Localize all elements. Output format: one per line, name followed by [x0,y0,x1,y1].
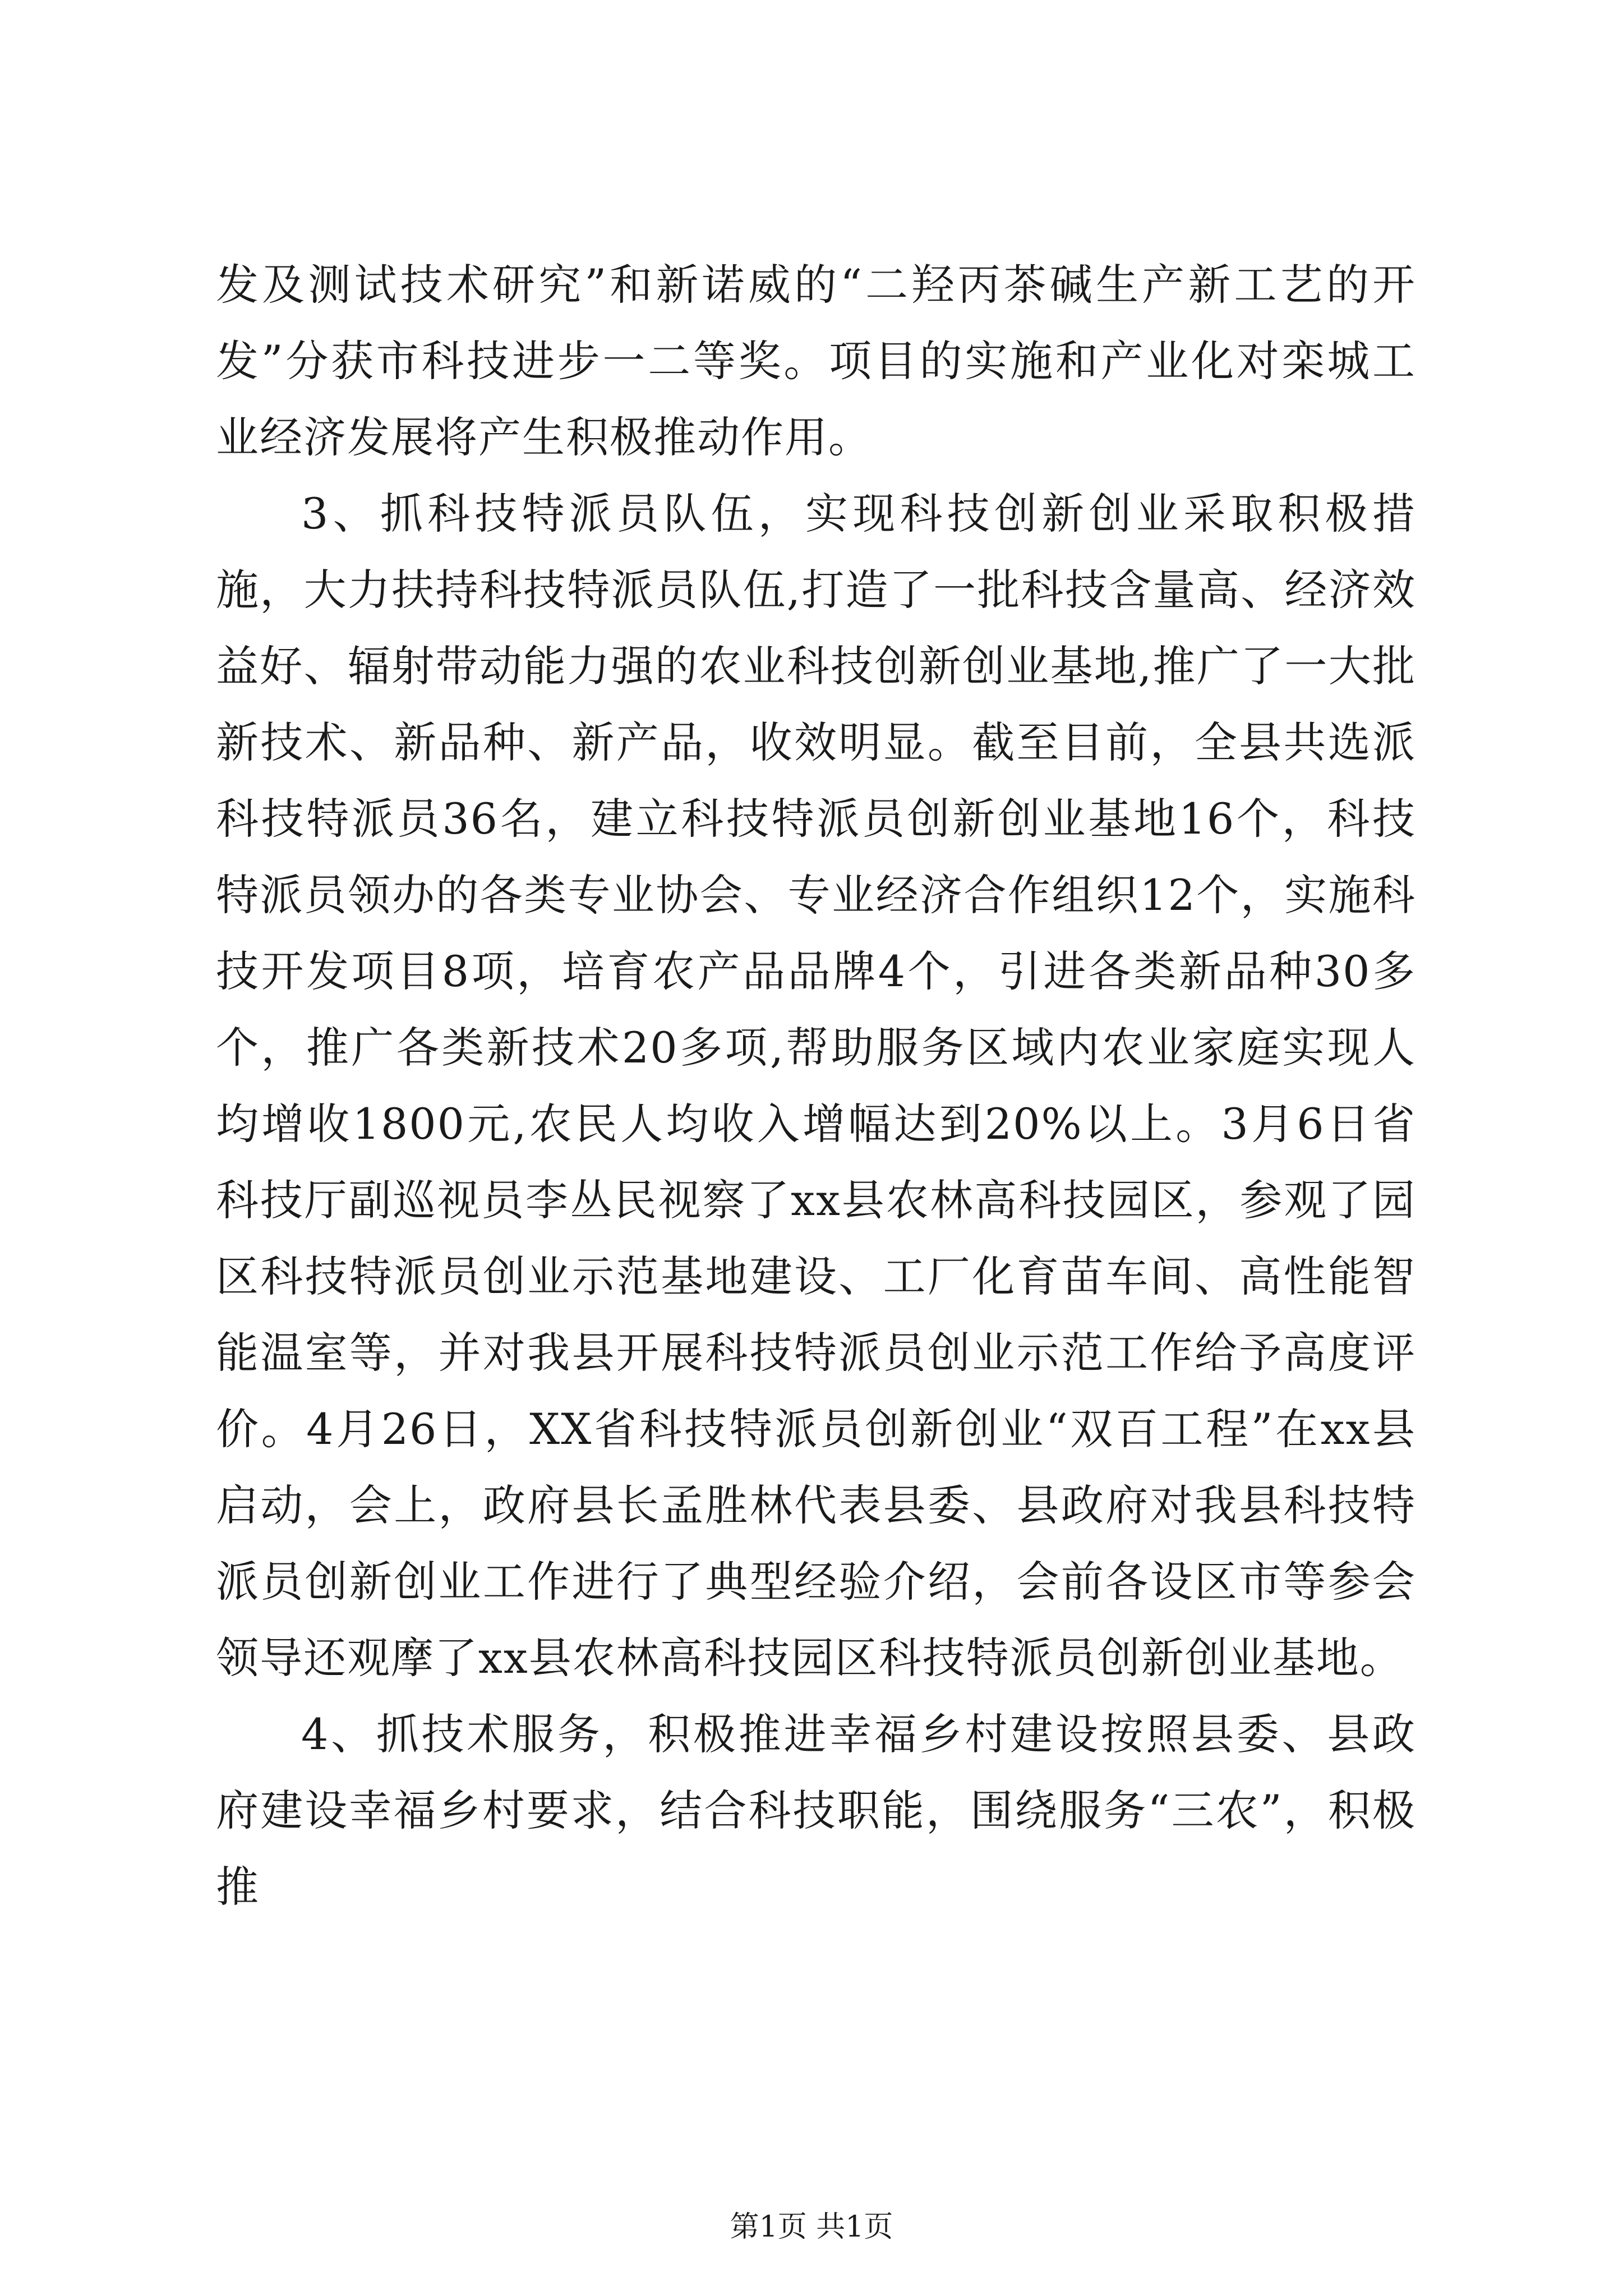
paragraph-science-commissioners: 3、抓科技特派员队伍，实现科技创新创业采取积极措施，大力扶持科技特派员队伍,打造了一批科技含量高、经济效益好、辐射带动能力强的农业科技创新创业基地,推广了一大批新技术、新品种、新产品，收效明显。截至目前，全县共选派科技特派员36名，建立科技特派员创新创业基地16个，科技特派员领办的各类专业协会、专业经济合作组织12个，实施科技开发项目8项，培育农产品品牌4个，引进各类新品种30多个，推广各类新技术20多项,帮助服务区域内农业家庭实现人均增收1800元,农民人均收入增幅达到20%以上。3月6日省科技厅副巡视员李丛民视察了xx县农林高科技园区，参观了园区科技特派员创业示范基地建设、工厂化育苗车间、高性能智能温室等，并对我县开展科技特派员创业示范工作给予高度评价。4月26日，XX省科技特派员创新创业“双百工程”在xx县启动，会上，政府县长孟胜林代表县委、县政府对我县科技特派员创新创业工作进行了典型经验介绍，会前各设区市等参会领导还观摩了xx县农林高科技园区科技特派员创新创业基地。 [216,489,1416,1683]
page-footer: 第1页 共1页 [730,2210,893,2244]
paragraph-technical-services: 4、抓技术服务，积极推进幸福乡村建设按照县委、县政府建设幸福乡村要求，结合科技职能，围绕服务“三农”，积极推 [216,1709,1416,1912]
paragraph-continuation: 发及测试技术研究”和新诺威的“二羟丙茶碱生产新工艺的开发”分获市科技进步一二等奖。项目的实施和产业化对栾城工业经济发展将产生积极推动作用。 [216,260,1416,462]
document-body [216,247,1416,1925]
